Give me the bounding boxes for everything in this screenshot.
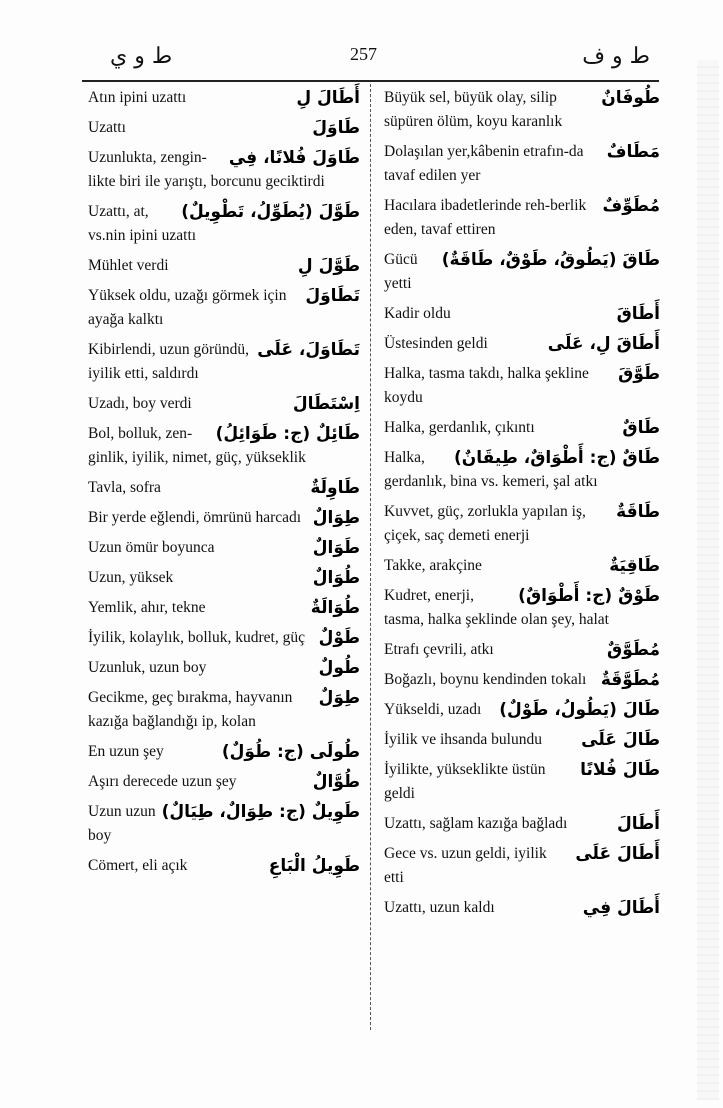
dictionary-entry bbox=[384, 758, 660, 806]
dictionary-entry bbox=[384, 332, 660, 356]
turkish-definition: Kadir oldu bbox=[384, 305, 451, 322]
turkish-definition: İyilik ve ihsanda bulundu bbox=[384, 731, 542, 748]
arabic-headword: طَاقَةٌ bbox=[616, 502, 660, 522]
turkish-definition: Uzunluk, uzun boy bbox=[88, 659, 207, 676]
turkish-definition: Gücü yetti bbox=[384, 251, 418, 292]
turkish-definition: Dolaşılan yer,kâbenin etrafın-da tavaf edilen yer bbox=[384, 143, 584, 184]
turkish-definition: Kibirlendi, uzun göründü, iyilik etti, saldırdı bbox=[88, 341, 250, 382]
arabic-headword: طَوْقٌ (ج: أَطْوَاقٌ) bbox=[518, 586, 660, 606]
dictionary-entry bbox=[88, 146, 360, 194]
column-divider bbox=[370, 84, 372, 1030]
turkish-definition: Uzattı bbox=[88, 119, 126, 136]
arabic-headword: طَاقٌ bbox=[622, 418, 660, 438]
arabic-headword: طَوِيلُ الْبَاعِ bbox=[268, 856, 360, 876]
arabic-headword: طِوَالٌ bbox=[312, 508, 360, 528]
arabic-headword: أَطَالَ عَلَى bbox=[575, 844, 660, 864]
dictionary-entry bbox=[384, 86, 660, 134]
dictionary-entry bbox=[384, 584, 660, 632]
arabic-headword: أَطَاقَ لِ، عَلَى bbox=[547, 334, 660, 354]
turkish-definition: Yüksek oldu, uzağı görmek için ayağa kalktı bbox=[88, 287, 287, 328]
turkish-definition: Bir yerde eğlendi, ömrünü harcadı bbox=[88, 509, 302, 526]
turkish-definition: Uzun, yüksek bbox=[88, 569, 174, 586]
turkish-definition: Tavla, sofra bbox=[88, 479, 161, 496]
dictionary-entry bbox=[88, 626, 360, 650]
dictionary-entry bbox=[88, 116, 360, 140]
dictionary-entry bbox=[384, 728, 660, 752]
arabic-headword: أَطَالَ فِي bbox=[582, 898, 660, 918]
turkish-definition: Boğazlı, boynu kendinden tokalı bbox=[384, 671, 587, 688]
dictionary-entry bbox=[88, 536, 360, 560]
arabic-headword: طَوْلٌ bbox=[318, 628, 360, 648]
arabic-headword: أَطَالَ لِ bbox=[296, 88, 360, 108]
turkish-definition: İyilik, kolaylık, bolluk, kudret, güç bbox=[88, 629, 305, 646]
dictionary-entry bbox=[384, 554, 660, 578]
arabic-headword: طُوَالَةٌ bbox=[310, 598, 360, 618]
turkish-definition: Hacılara ibadetlerinde reh-berlik eden, tavaf ettiren bbox=[384, 197, 587, 238]
dictionary-entry bbox=[384, 362, 660, 410]
dictionary-entry bbox=[384, 638, 660, 662]
turkish-definition: Büyük sel, büyük olay, silip süpüren ölüm, koyu karanlık bbox=[384, 89, 563, 130]
arabic-headword: طَائِلٌ (ج: طَوَائِلُ) bbox=[215, 424, 360, 444]
turkish-definition: Gece vs. uzun geldi, iyilik etti bbox=[384, 845, 547, 886]
arabic-headword: طَاقِيَةٌ bbox=[609, 556, 660, 576]
turkish-definition: Uzun ömür boyunca bbox=[88, 539, 215, 556]
dictionary-entry bbox=[88, 422, 360, 470]
arabic-headword: طُوفَانٌ bbox=[601, 88, 660, 108]
dictionary-entry bbox=[88, 740, 360, 764]
arabic-headword: طُوَّالٌ bbox=[312, 772, 360, 792]
turkish-definition: Takke, arakçine bbox=[384, 557, 482, 574]
turkish-definition: Bol, bolluk, zen-ginlik, iyilik, nimet, güç, yükseklik bbox=[88, 425, 306, 466]
dictionary-entry bbox=[88, 254, 360, 278]
arabic-headword: طَوِيلٌ (ج: طِوَالٌ، طِيَالٌ) bbox=[161, 802, 360, 822]
dictionary-entry bbox=[384, 842, 660, 890]
turkish-definition: Halka, gerdanlık, bina vs. kemeri, şal atkı bbox=[384, 449, 598, 490]
arabic-headword: طَوَّلَ لِ bbox=[297, 256, 360, 276]
arabic-headword: تَطَاوَلَ bbox=[305, 286, 360, 306]
dictionary-entry bbox=[88, 200, 360, 248]
dictionary-entry bbox=[88, 338, 360, 386]
left-column bbox=[88, 86, 360, 884]
turkish-definition: Uzunlukta, zengin-likte biri ile yarıştı, borcunu geciktirdi bbox=[88, 149, 325, 190]
dictionary-entry bbox=[384, 500, 660, 548]
arabic-headword: تَطَاوَلَ، عَلَى bbox=[257, 340, 360, 360]
turkish-definition: Etrafı çevrili, atkı bbox=[384, 641, 494, 658]
arabic-headword: طَوَالٌ bbox=[312, 538, 360, 558]
dictionary-entry bbox=[88, 656, 360, 680]
arabic-headword: مَطَافٌ bbox=[606, 142, 660, 162]
turkish-definition: Aşırı derecede uzun şey bbox=[88, 773, 237, 790]
arabic-headword: طَوَّلَ (يُطَوِّلُ، تَطْوِيلٌ) bbox=[181, 202, 360, 222]
header-left-root: ط و ي bbox=[110, 44, 173, 69]
turkish-definition: Yemlik, ahır, tekne bbox=[88, 599, 206, 616]
dictionary-entry bbox=[384, 302, 660, 326]
arabic-headword: طَاوَلَ فُلانًا، فِي bbox=[228, 148, 360, 168]
page-number: 257 bbox=[350, 44, 377, 64]
dictionary-entry bbox=[88, 596, 360, 620]
dictionary-entry bbox=[88, 854, 360, 878]
arabic-headword: مُطَوِّفٌ bbox=[602, 196, 660, 216]
turkish-definition: Uzun uzun boy bbox=[88, 803, 156, 844]
dictionary-entry bbox=[88, 800, 360, 848]
arabic-headword: طَالَ (يَطُولُ، طَوْلٌ) bbox=[499, 700, 660, 720]
arabic-headword: طُولَى (ج: طُوَلٌ) bbox=[221, 742, 360, 762]
dictionary-entry bbox=[384, 668, 660, 692]
turkish-definition: Atın ipini uzattı bbox=[88, 89, 187, 106]
arabic-headword: طُوَالٌ bbox=[312, 568, 360, 588]
dictionary-entry bbox=[384, 812, 660, 836]
dictionary-entry bbox=[384, 194, 660, 242]
turkish-definition: Kudret, enerji, tasma, halka şeklinde olan şey, halat bbox=[384, 587, 609, 628]
turkish-definition: Mühlet verdi bbox=[88, 257, 169, 274]
header-rule bbox=[82, 80, 659, 82]
arabic-headword: طَاقَ (يَطُوقُ، طَوْقٌ، طَاقَةٌ) bbox=[441, 250, 660, 270]
arabic-headword: طِوَلٌ bbox=[318, 688, 360, 708]
arabic-headword: مُطَوَّقٌ bbox=[607, 640, 660, 660]
turkish-definition: Halka, tasma takdı, halka şekline koydu bbox=[384, 365, 589, 406]
turkish-definition: Uzadı, boy verdi bbox=[88, 395, 192, 412]
dictionary-entry bbox=[88, 86, 360, 110]
dictionary-entry bbox=[88, 686, 360, 734]
arabic-headword: أَطَالَ bbox=[617, 814, 660, 834]
turkish-definition: Uzattı, sağlam kazığa bağladı bbox=[384, 815, 568, 832]
page-header bbox=[80, 40, 660, 76]
turkish-definition: Gecikme, geç bırakma, hayvanın kazığa bağlandığı ip, kolan bbox=[88, 689, 293, 730]
turkish-definition: Kuvvet, güç, zorlukla yapılan iş, çiçek, saç demeti enerji bbox=[384, 503, 586, 544]
turkish-definition: Uzattı, at, vs.nin ipini uzattı bbox=[88, 203, 197, 244]
dictionary-entry bbox=[384, 896, 660, 920]
arabic-headword: اِسْتَطَالَ bbox=[292, 394, 360, 414]
dictionary-entry bbox=[384, 698, 660, 722]
dictionary-entry bbox=[88, 476, 360, 500]
turkish-definition: Halka, gerdanlık, çıkıntı bbox=[384, 419, 535, 436]
dictionary-entry bbox=[384, 140, 660, 188]
arabic-headword: طُولٌ bbox=[318, 658, 360, 678]
header-right-root: ط و ف bbox=[582, 44, 650, 69]
dictionary-entry bbox=[88, 392, 360, 416]
arabic-headword: طَالَ فُلانًا bbox=[580, 760, 660, 780]
turkish-definition: Yükseldi, uzadı bbox=[384, 701, 482, 718]
dictionary-entry bbox=[384, 248, 660, 296]
arabic-headword: طَاوَلَ bbox=[312, 118, 360, 138]
turkish-definition: Üstesinden geldi bbox=[384, 335, 488, 352]
turkish-definition: Uzattı, uzun kaldı bbox=[384, 899, 495, 916]
dictionary-entry bbox=[88, 284, 360, 332]
turkish-definition: Cömert, eli açık bbox=[88, 857, 188, 874]
arabic-headword: طَالَ عَلَى bbox=[581, 730, 660, 750]
arabic-headword: أَطَاقَ bbox=[616, 304, 660, 324]
arabic-headword: مُطَوَّقَةٌ bbox=[600, 670, 660, 690]
scan-edge-artifact bbox=[697, 60, 719, 1100]
dictionary-entry bbox=[88, 506, 360, 530]
dictionary-entry bbox=[384, 416, 660, 440]
dictionary-entry bbox=[88, 770, 360, 794]
arabic-headword: طَوَّقَ bbox=[618, 364, 660, 384]
right-column bbox=[384, 86, 660, 926]
turkish-definition: En uzun şey bbox=[88, 743, 164, 760]
arabic-headword: طَاوِلَةٌ bbox=[310, 478, 360, 498]
dictionary-entry bbox=[88, 566, 360, 590]
arabic-headword: طَاقٌ (ج: أَطْوَاقٌ، طِيقَانٌ) bbox=[453, 448, 660, 468]
turkish-definition: İyilikte, yükseklikte üstün geldi bbox=[384, 761, 546, 802]
dictionary-entry bbox=[384, 446, 660, 494]
